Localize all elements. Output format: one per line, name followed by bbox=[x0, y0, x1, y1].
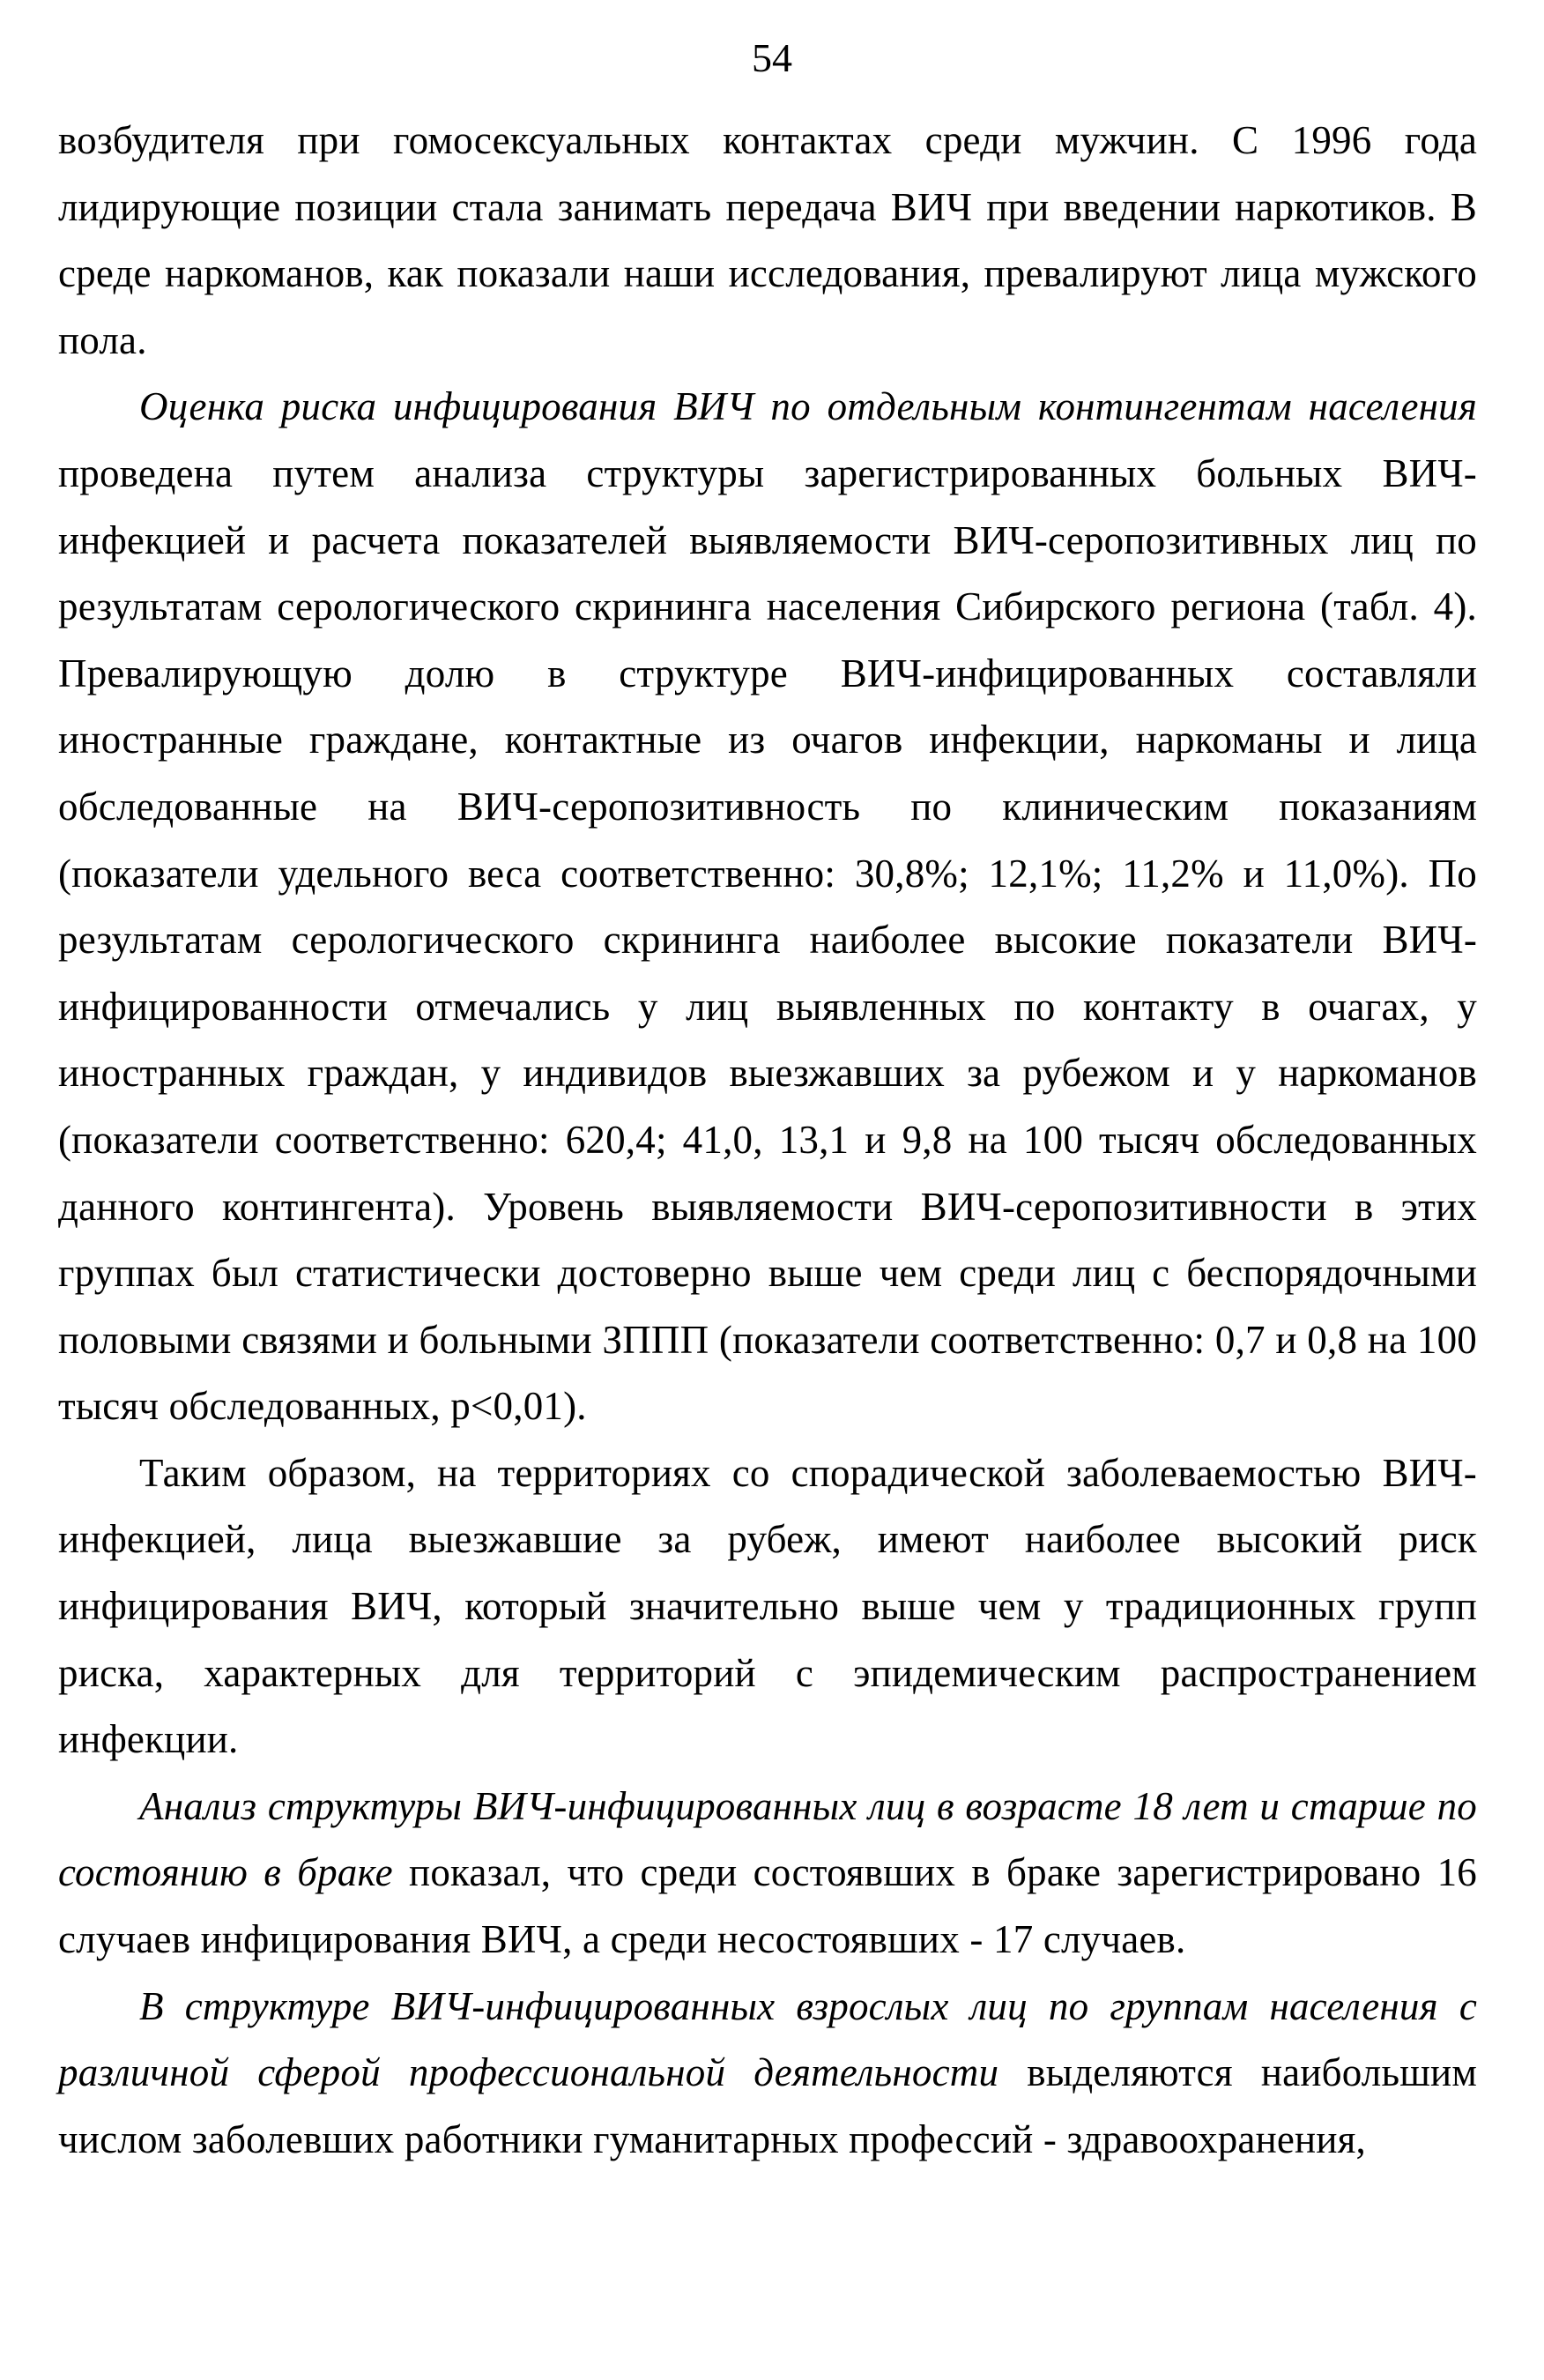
paragraph-5 bbox=[58, 1974, 1477, 2174]
paragraph-4 bbox=[58, 1774, 1477, 1974]
paragraph-2-text: проведена путем анализа структуры зарегистрированных больных ВИЧ-инфекцией и расчета показателей выявляемости ВИЧ-серопозитивных лиц по результатам серологического скрининга населения Сибирского региона (табл. 4). Превалирующую долю в структуре ВИЧ-инфицированных составляли иностранные граждане, контактные из очагов инфекции, наркоманы и лица обследованные на ВИЧ-серопозитивность по клиническим показаниям (показатели удельного веса соответственно: 30,8%; 12,1%; 11,2% и 11,0%). По результатам серологического скрининга наиболее высокие показатели ВИЧ-инфицированности отмечались у лиц выявленных по контакту в очагах, у иностранных граждан, у индивидов выезжавших за рубежом и у наркоманов (показатели соответственно: 620,4; 41,0, 13,1 и 9,8 на 100 тысяч обследованных данного контингента). Уровень выявляемости ВИЧ-серопозитивности в этих группах был статистически достоверно выше чем среди лиц с беспорядочными половыми связями и больными ЗППП (показатели соответственно: 0,7 и 0,8 на 100 тысяч обследованных, p<0,01). bbox=[58, 450, 1477, 1429]
paragraph-2-emphasis: Оценка риска инфицирования ВИЧ по отдельным контингентам населения bbox=[139, 384, 1477, 429]
paragraph-1-text: возбудителя при гомосексуальных контактах среди мужчин. С 1996 года лидирующие позиции стала занимать передача ВИЧ при введении наркотиков. В среде наркоманов, как показали наши исследования, превалируют лица мужского пола. bbox=[58, 118, 1477, 362]
paragraph-2 bbox=[58, 374, 1477, 1440]
paragraph-1 bbox=[58, 108, 1477, 374]
text-body bbox=[58, 108, 1477, 2173]
paragraph-3-text: Таким образом, на территориях со спорадической заболеваемостью ВИЧ-инфекцией, лица выезжавшие за рубеж, имеют наиболее высокий риск инфицирования ВИЧ, который значительно выше чем у традиционных групп риска, характерных для территорий с эпидемическим распространением инфекции. bbox=[58, 1450, 1477, 1762]
paragraph-3 bbox=[58, 1440, 1477, 1774]
paragraph-4-text: показал, что среди состоявших в браке зарегистрировано 16 случаев инфицирования ВИЧ, а среди несостоявших - 17 случаев. bbox=[58, 1850, 1477, 1962]
page-number: 54 bbox=[752, 35, 792, 80]
paragraph-4-emphasis: Анализ структуры ВИЧ-инфицированных лиц в возрасте 18 лет и старше по состоянию в браке bbox=[58, 1783, 1477, 1895]
paragraph-5-emphasis: В структуре ВИЧ-инфицированных взрослых лиц по группам населения с различной сферой профессиональной деятельности bbox=[58, 1983, 1477, 2095]
paragraph-5-text: выделяются наибольшим числом заболевших работники гуманитарных профессий - здравоохранения, bbox=[58, 2050, 1477, 2161]
